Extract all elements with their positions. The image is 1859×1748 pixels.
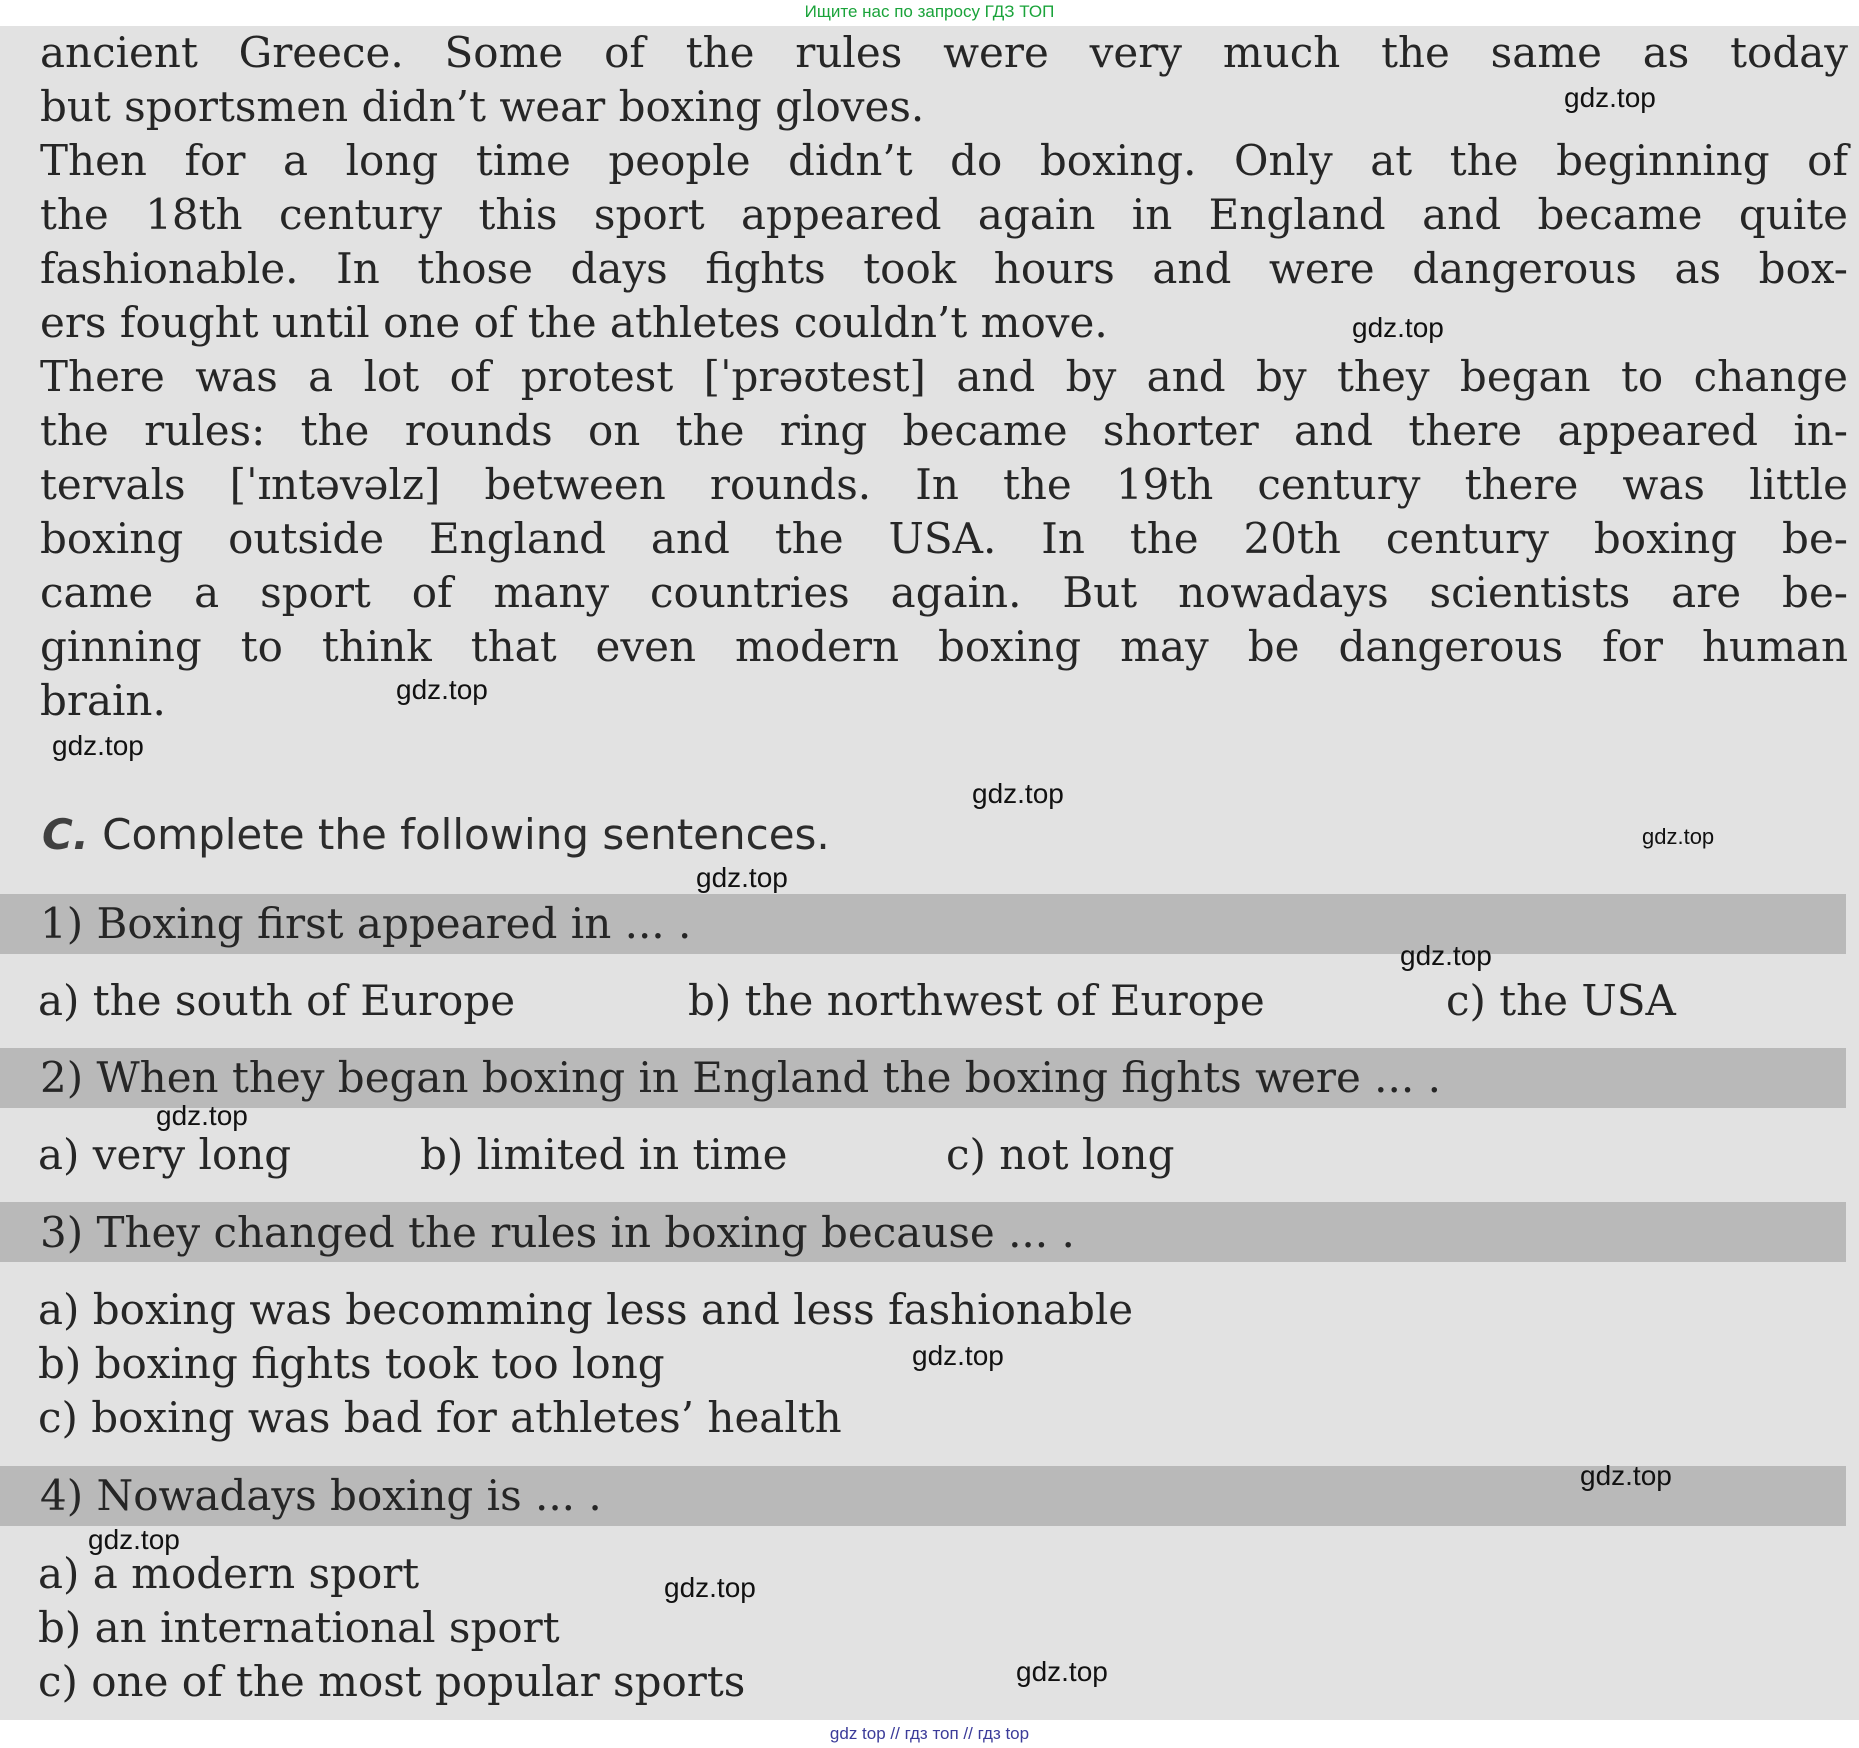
option-3c: c) boxing was bad for athletes’ health — [38, 1393, 842, 1442]
watermark: gdz.top — [156, 1100, 248, 1131]
passage-line: came a sport of many countries again. But nowadays scientists are be- — [40, 568, 1848, 617]
watermark: gdz.top — [664, 1572, 756, 1603]
question-number: 1) — [40, 899, 84, 948]
passage-line: ancient Greece. Some of the rules were very much the same as today — [40, 28, 1848, 77]
option-1c: c) the USA — [1446, 976, 1676, 1025]
option-4a: a) a modern sport — [38, 1549, 420, 1598]
passage-line: the rules: the rounds on the ring became shorter and there appeared in- — [40, 406, 1848, 455]
option-2c: c) not long — [946, 1130, 1175, 1179]
passage-line: boxing outside England and the USA. In the 20th century boxing be- — [40, 514, 1848, 563]
watermark: gdz.top — [52, 730, 144, 761]
watermark: gdz.top — [1580, 1460, 1672, 1491]
option-3a: a) boxing was becomming less and less fashionable — [38, 1285, 1134, 1334]
question-4 — [40, 1469, 602, 1523]
reading-passage — [40, 26, 1848, 728]
watermark: gdz.top — [696, 862, 788, 893]
watermark: gdz.top — [972, 778, 1064, 809]
question-number: 2) — [40, 1053, 84, 1102]
textbook-page — [0, 26, 1859, 1720]
passage-line: Then for a long time people didn’t do boxing. Only at the beginning of — [40, 136, 1848, 185]
question-text: Nowadays boxing is ... . — [96, 1471, 602, 1520]
passage-line: fashionable. In those days fights took hours and were dangerous as box- — [40, 244, 1848, 293]
option-1a: a) the south of Europe — [38, 976, 516, 1025]
question-text: When they began boxing in England the boxing fights were ... . — [96, 1053, 1441, 1102]
passage-line: tervals [ˈɪntəvəlz] between rounds. In the 19th century there was little — [40, 460, 1848, 509]
passage-line: ginning to think that even modern boxing may be dangerous for human — [40, 622, 1848, 671]
question-number: 3) — [40, 1208, 84, 1257]
task-heading — [42, 810, 830, 859]
question-text: Boxing first appeared in ... . — [96, 899, 692, 948]
watermark: gdz.top — [1400, 940, 1492, 971]
question-1 — [40, 897, 691, 951]
watermark: gdz.top — [1352, 312, 1444, 343]
passage-line: but sportsmen didn’t wear boxing gloves. — [40, 82, 925, 131]
question-2 — [40, 1051, 1441, 1105]
option-2b: b) limited in time — [420, 1130, 788, 1179]
question-3 — [40, 1206, 1075, 1260]
passage-line: the 18th century this sport appeared again in England and became quite — [40, 190, 1848, 239]
task-instruction: Complete the following sentences. — [102, 810, 830, 859]
watermark: gdz.top — [88, 1524, 180, 1555]
question-text: They changed the rules in boxing because ... . — [96, 1208, 1075, 1257]
watermark: gdz.top — [1564, 82, 1656, 113]
option-2a: a) very long — [38, 1130, 292, 1179]
watermark: gdz.top — [1642, 824, 1715, 849]
watermark: gdz.top — [1016, 1656, 1108, 1687]
passage-line: ers fought until one of the athletes couldn’t move. — [40, 298, 1108, 347]
option-4c: c) one of the most popular sports — [38, 1657, 746, 1706]
option-3b: b) boxing fights took too long — [38, 1339, 665, 1388]
option-4b: b) an international sport — [38, 1603, 560, 1652]
passage-line: There was a lot of protest [ˈprəʊtest] and by and by they began to change — [40, 352, 1848, 401]
watermark: gdz.top — [396, 674, 488, 705]
top-banner[interactable]: Ищите нас по запросу ГДЗ ТОП — [0, 0, 1859, 26]
question-number: 4) — [40, 1471, 84, 1520]
bottom-banner[interactable]: gdz top // гдз топ // гдз top — [0, 1720, 1859, 1748]
passage-line: brain. — [40, 676, 166, 725]
task-letter: C. — [42, 810, 89, 859]
watermark: gdz.top — [912, 1340, 1004, 1371]
option-1b: b) the northwest of Europe — [688, 976, 1265, 1025]
